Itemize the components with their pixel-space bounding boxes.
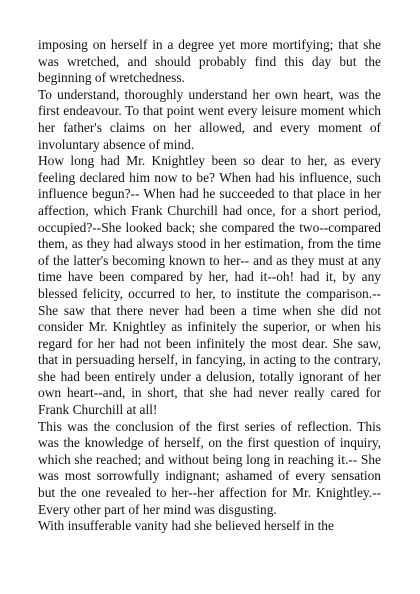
page-text (38, 37, 381, 535)
paragraph: How long had Mr. Knightley been so dear to her, as every feeling declared him now to be? When had his influence, such influence begun?-- When had he succeeded to that place in her affection, which Frank Churchill had once, for a short period, occupied?--She looked back; she compared the two--compared them, as they had always stood in her estimation, from the time of the latter's becoming known to her-- and as they must at any time have been compared by her, had it--oh! had it, by any blessed felicity, occurred to her, to institute the comparison.--She saw that there never had been a time when she did not consider Mr. Knightley as infinitely the superior, or when his regard for her had not been infinitely the most dear. She saw, that in persuading herself, in fancying, in acting to the contrary, she had been entirely under a delusion, totally ignorant of her own heart--and, in short, that she had never really cared for Frank Churchill at all! (38, 153, 381, 418)
paragraph: With insufferable vanity had she believed herself in the (38, 518, 334, 534)
paragraph: This was the conclusion of the first series of reflection. This was the knowledge of herself, on the first question of inquiry, which she reached; and without being long in reaching it.-- She was most sorrowfully indignant; ashamed of every sensation but the one revealed to her--her affection for Mr. Knightley.-- Every other part of her mind was disgusting. (38, 418, 381, 517)
paragraph: imposing on herself in a degree yet more mortifying; that she was wretched, and should probably find this day but the beginning of wretchedness. (38, 37, 381, 86)
paragraph: To understand, thoroughly understand her own heart, was the first endeavour. To that point went every leisure moment which her father's claims on her allowed, and every moment of involuntary absence of mind. (38, 86, 381, 152)
